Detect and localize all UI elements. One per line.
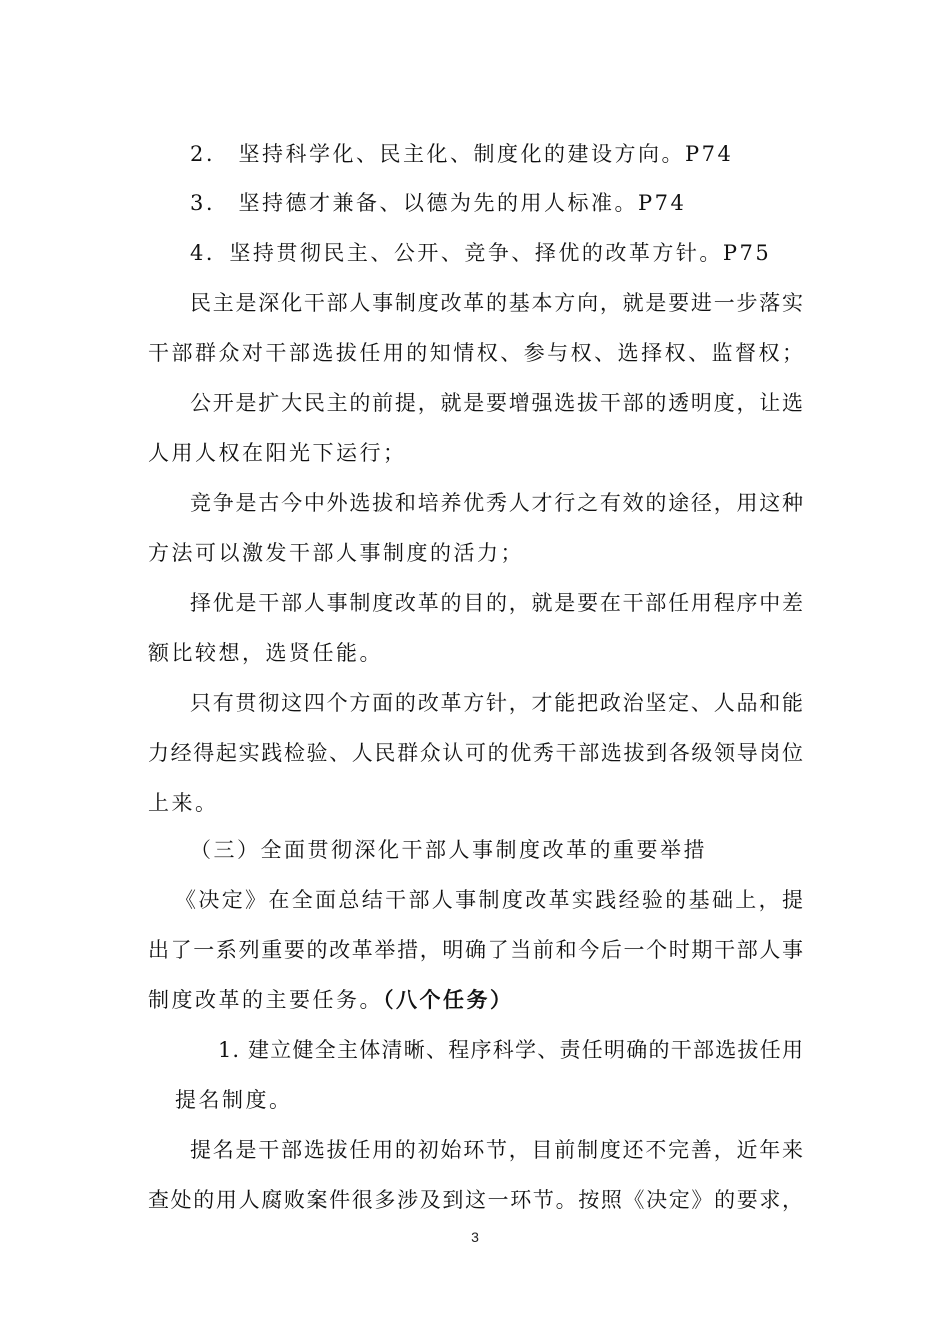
merit-para-line-2: 额比较想，选贤任能。 — [148, 641, 383, 665]
democracy-para-line-2: 干部群众对干部选拔任用的知情权、参与权、选择权、监督权； — [148, 341, 804, 365]
summary-para-line-2: 力经得起实践检验、人民群众认可的优秀干部选拔到各级领导岗位 — [148, 741, 804, 765]
summary-para-line-1: 只有贯彻这四个方面的改革方针，才能把政治坚定、人品和能 — [190, 691, 804, 715]
decision-para-line-1: 《决定》在全面总结干部人事制度改革实践经验的基础上，提 — [175, 888, 804, 912]
item-4-line: 4．坚持贯彻民主、公开、竞争、择优的改革方针。P75 — [190, 241, 772, 265]
openness-para-line-2: 人用人权在阳光下运行； — [148, 441, 407, 465]
openness-para-line-1: 公开是扩大民主的前提，就是要增强选拔干部的透明度，让选 — [190, 391, 804, 415]
competition-para-line-2: 方法可以激发干部人事制度的活力； — [148, 541, 524, 565]
nomination-para-line-2: 查处的用人腐败案件很多涉及到这一环节。按照《决定》的要求， — [148, 1188, 804, 1212]
task-1-line-1: 1. 建立健全主体清晰、程序科学、责任明确的干部选拔任用 — [218, 1038, 804, 1062]
decision-para-line-2: 出了一系列重要的改革举措，明确了当前和今后一个时期干部人事 — [148, 938, 804, 962]
competition-para-line-1: 竞争是古今中外选拔和培养优秀人才行之有效的途径，用这种 — [190, 491, 804, 515]
section-heading: （三）全面贯彻深化干部人事制度改革的重要举措 — [190, 838, 707, 862]
decision-para-line-3 — [148, 986, 514, 1014]
page-number: 3 — [471, 1229, 479, 1245]
eight-tasks-label: （八个任务） — [383, 987, 514, 1012]
democracy-para-line-1: 民主是深化干部人事制度改革的基本方向，就是要进一步落实 — [190, 291, 804, 315]
decision-para-line-3-text: 制度改革的主要任务。 — [148, 988, 383, 1012]
item-3-line: 3. 坚持德才兼备、以德为先的用人标准。P74 — [190, 191, 687, 215]
task-1-line-2: 提名制度。 — [175, 1088, 293, 1112]
item-2-line: 2. 坚持科学化、民主化、制度化的建设方向。P74 — [190, 142, 734, 166]
nomination-para-line-1: 提名是干部选拔任用的初始环节，目前制度还不完善，近年来 — [190, 1138, 804, 1162]
summary-para-line-3: 上来。 — [148, 791, 219, 815]
merit-para-line-1: 择优是干部人事制度改革的目的，就是要在干部任用程序中差 — [190, 591, 804, 615]
